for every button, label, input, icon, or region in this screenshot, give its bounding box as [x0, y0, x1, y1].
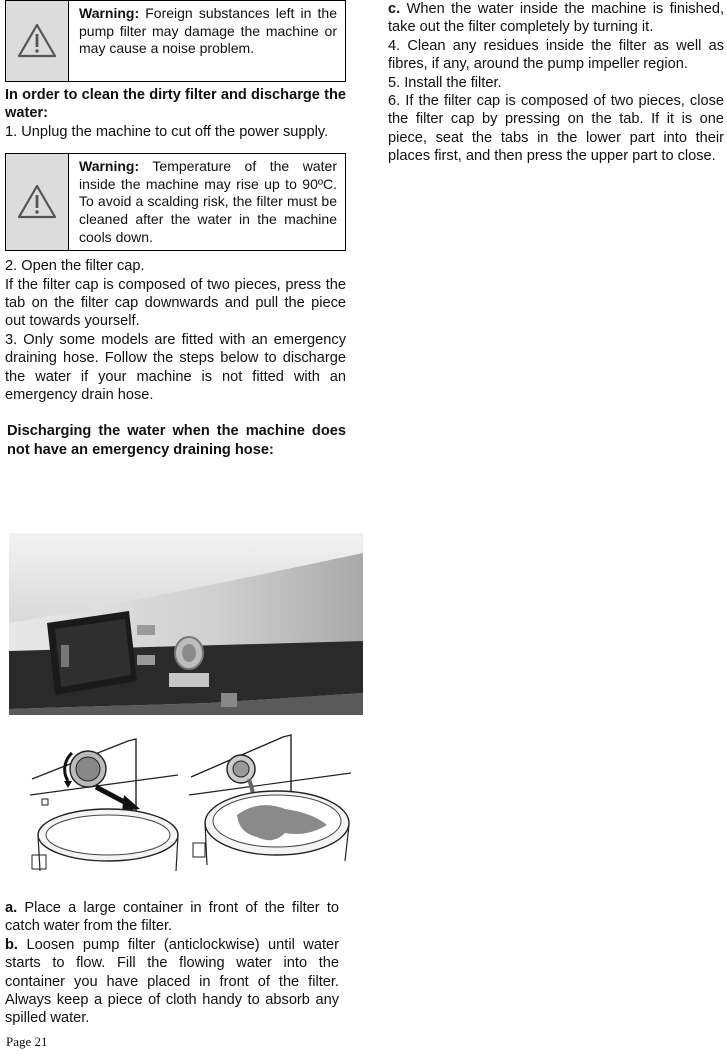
warning-icon-cell — [6, 154, 69, 250]
warning-label: Warning: — [79, 158, 140, 175]
step-5: 5. Install the filter. — [388, 74, 502, 91]
clean-filter-heading: In order to clean the dirty filter and discharge the water: — [5, 87, 346, 122]
left-column-bottom — [5, 899, 346, 1028]
step-2-detail: If the filter cap is composed of two pieces, press the tab on the filter cap downwards and pull the piece out towards yourself. — [5, 276, 346, 330]
warning-label: Warning: — [79, 5, 140, 21]
step-a-label: a. — [5, 900, 18, 916]
discharge-heading: Discharging the water when the machine does not have an emergency draining hose: — [7, 423, 346, 458]
warning-body: Foreign substances left in the pump filter may damage the machine or may cause a noise problem. — [79, 5, 337, 57]
water-in-container-illustration — [187, 733, 353, 873]
warning-body: Temperature of the water inside the machine may rise up to 90ºC. To avoid a scalding risk, the filter must be cleaned after the water in the machine cools down. — [79, 158, 337, 245]
step-b-text: Loosen pump filter (anticlockwise) until water starts to flow. Fill the flowing water into the container you have placed in front of the filter. Always keep a piece of cloth handy to absorb any spilled water. — [5, 936, 339, 1027]
step-3: 3. Only some models are fitted with an emergency draining hose. Follow the steps below to discharge the water if your machine is not fitted with an emergency drain hose. — [5, 331, 346, 404]
step-6: 6. If the filter cap is composed of two pieces, close the filter cap by pressing on the tab. If it is one piece, seat the tabs in the lower part into their places first, and then press the upper part to close. — [388, 93, 724, 165]
step-a-text: Place a large container in front of the filter to catch water from the filter. — [5, 900, 339, 935]
warning-box-temperature — [5, 153, 346, 251]
step-c-label: c. — [388, 1, 401, 17]
step-c — [388, 0, 724, 37]
loosen-filter-illustration — [28, 735, 180, 873]
warning-triangle-icon — [14, 179, 60, 225]
step-a — [5, 899, 339, 936]
page-number: Page 21 — [6, 1034, 48, 1049]
step-b — [5, 936, 339, 1028]
warning-text — [69, 154, 345, 250]
step-1: 1. Unplug the machine to cut off the power supply. — [5, 123, 329, 140]
left-column — [5, 0, 346, 459]
machine-filter-photo — [9, 533, 363, 715]
step-c-text: When the water inside the machine is finished, take out the filter completely by turning it. — [388, 1, 724, 36]
warning-box-foreign-substances — [5, 0, 346, 82]
warning-icon-cell — [6, 1, 69, 81]
warning-triangle-icon — [14, 18, 60, 64]
right-column — [388, 0, 724, 166]
step-2: 2. Open the filter cap. — [5, 258, 145, 275]
step-b-label: b. — [5, 936, 18, 953]
step-4: 4. Clean any residues inside the filter as well as fibres, if any, around the pump impeller region. — [388, 37, 724, 73]
warning-text — [69, 1, 345, 81]
